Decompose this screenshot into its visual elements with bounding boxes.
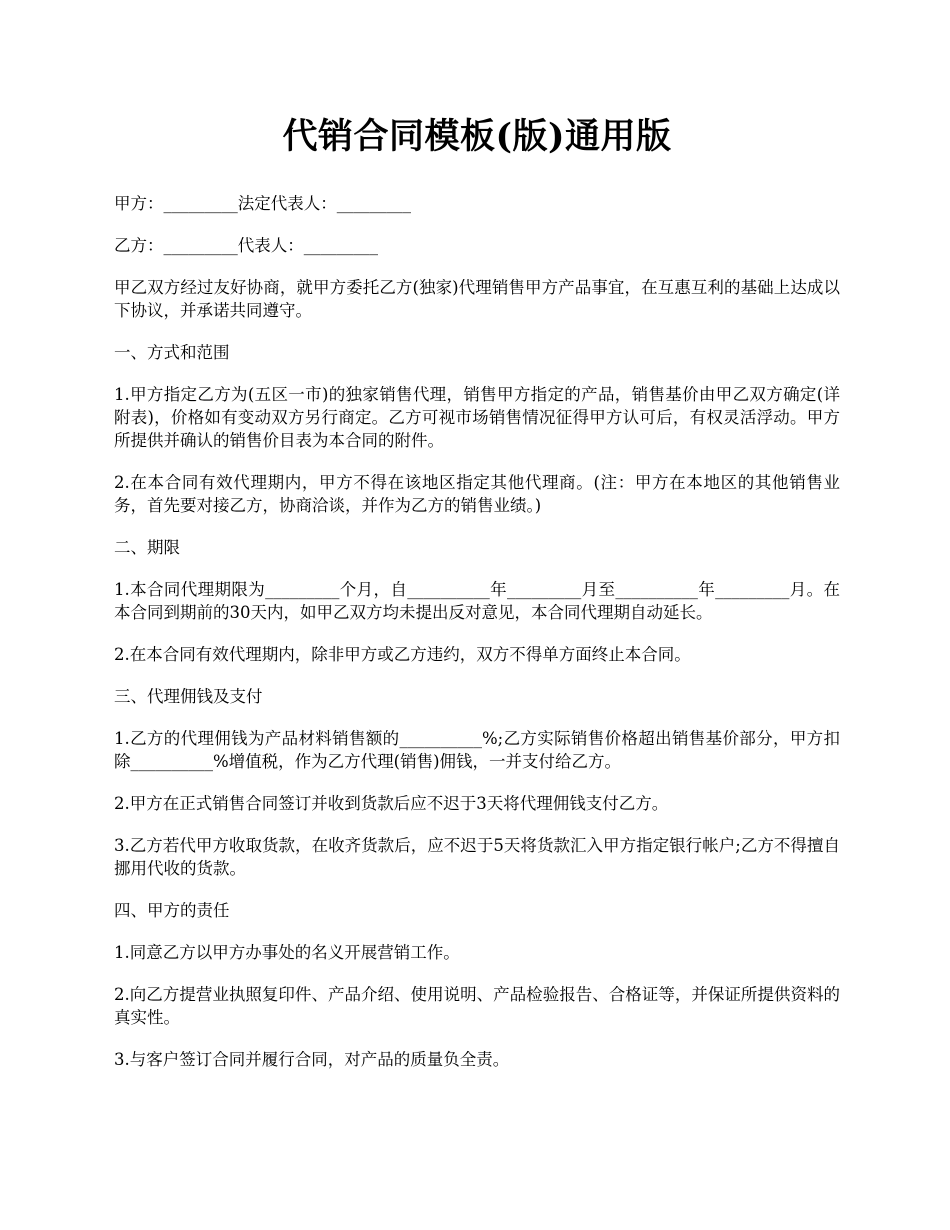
document-title: 代销合同模板(版)通用版 bbox=[282, 116, 672, 157]
clause-paragraph: 1.本合同代理期限为_________个月，自__________年_________月至__________年_________月。在本合同到期前的30天内，如甲乙双方均未提出反对意见，本合同代理期自动延长。 bbox=[114, 580, 840, 622]
clause-paragraph: 2.在本合同有效代理期内，甲方不得在该地区指定其他代理商。(注：甲方在本地区的其他销售业务，首先要对接乙方，协商洽谈，并作为乙方的销售业绩。) bbox=[114, 473, 840, 515]
party-a-line: 甲方：_________法定代表人：_________ bbox=[114, 194, 411, 213]
clause-paragraph: 2.向乙方提营业执照复印件、产品介绍、使用说明、产品检验报告、合格证等，并保证所提供资料的真实性。 bbox=[114, 985, 840, 1027]
section-heading-commission: 三、代理佣钱及支付 bbox=[114, 687, 263, 706]
clause-paragraph: 1.甲方指定乙方为(五区一市)的独家销售代理，销售甲方指定的产品，销售基价由甲乙双方确定(详附表)，价格如有变动双方另行商定。乙方可视市场销售情况征得甲方认可后，有权灵活浮动。甲方所提供并确认的销售价目表为本合同的附件。 bbox=[114, 385, 840, 450]
clause-paragraph: 3.与客户签订合同并履行合同，对产品的质量负全责。 bbox=[114, 1050, 510, 1069]
section-heading-scope: 一、方式和范围 bbox=[114, 343, 230, 362]
section-heading-term: 二、期限 bbox=[114, 538, 180, 557]
clause-paragraph: 3.乙方若代甲方收取货款，在收齐货款后，应不迟于5天将货款汇入甲方指定银行帐户;乙方不得擅自挪用代收的货款。 bbox=[114, 836, 840, 878]
clause-paragraph: 1.乙方的代理佣钱为产品材料销售额的__________%;乙方实际销售价格超出销售基价部分，甲方扣除__________%增值税，作为乙方代理(销售)佣钱，一并支付给乙方。 bbox=[114, 729, 840, 771]
preamble-paragraph: 甲乙双方经过友好协商，就甲方委托乙方(独家)代理销售甲方产品事宜，在互惠互利的基础上达成以下协议，并承诺共同遵守。 bbox=[114, 278, 840, 320]
section-heading-party-a-duties: 四、甲方的责任 bbox=[114, 901, 230, 920]
party-b-line: 乙方：_________代表人：_________ bbox=[114, 236, 378, 255]
clause-paragraph: 2.甲方在正式销售合同签订并收到货款后应不迟于3天将代理佣钱支付乙方。 bbox=[114, 794, 669, 813]
clause-paragraph: 2.在本合同有效代理期内，除非甲方或乙方违约，双方不得单方面终止本合同。 bbox=[114, 645, 691, 664]
clause-paragraph: 1.同意乙方以甲方办事处的名义开展营销工作。 bbox=[114, 943, 460, 962]
